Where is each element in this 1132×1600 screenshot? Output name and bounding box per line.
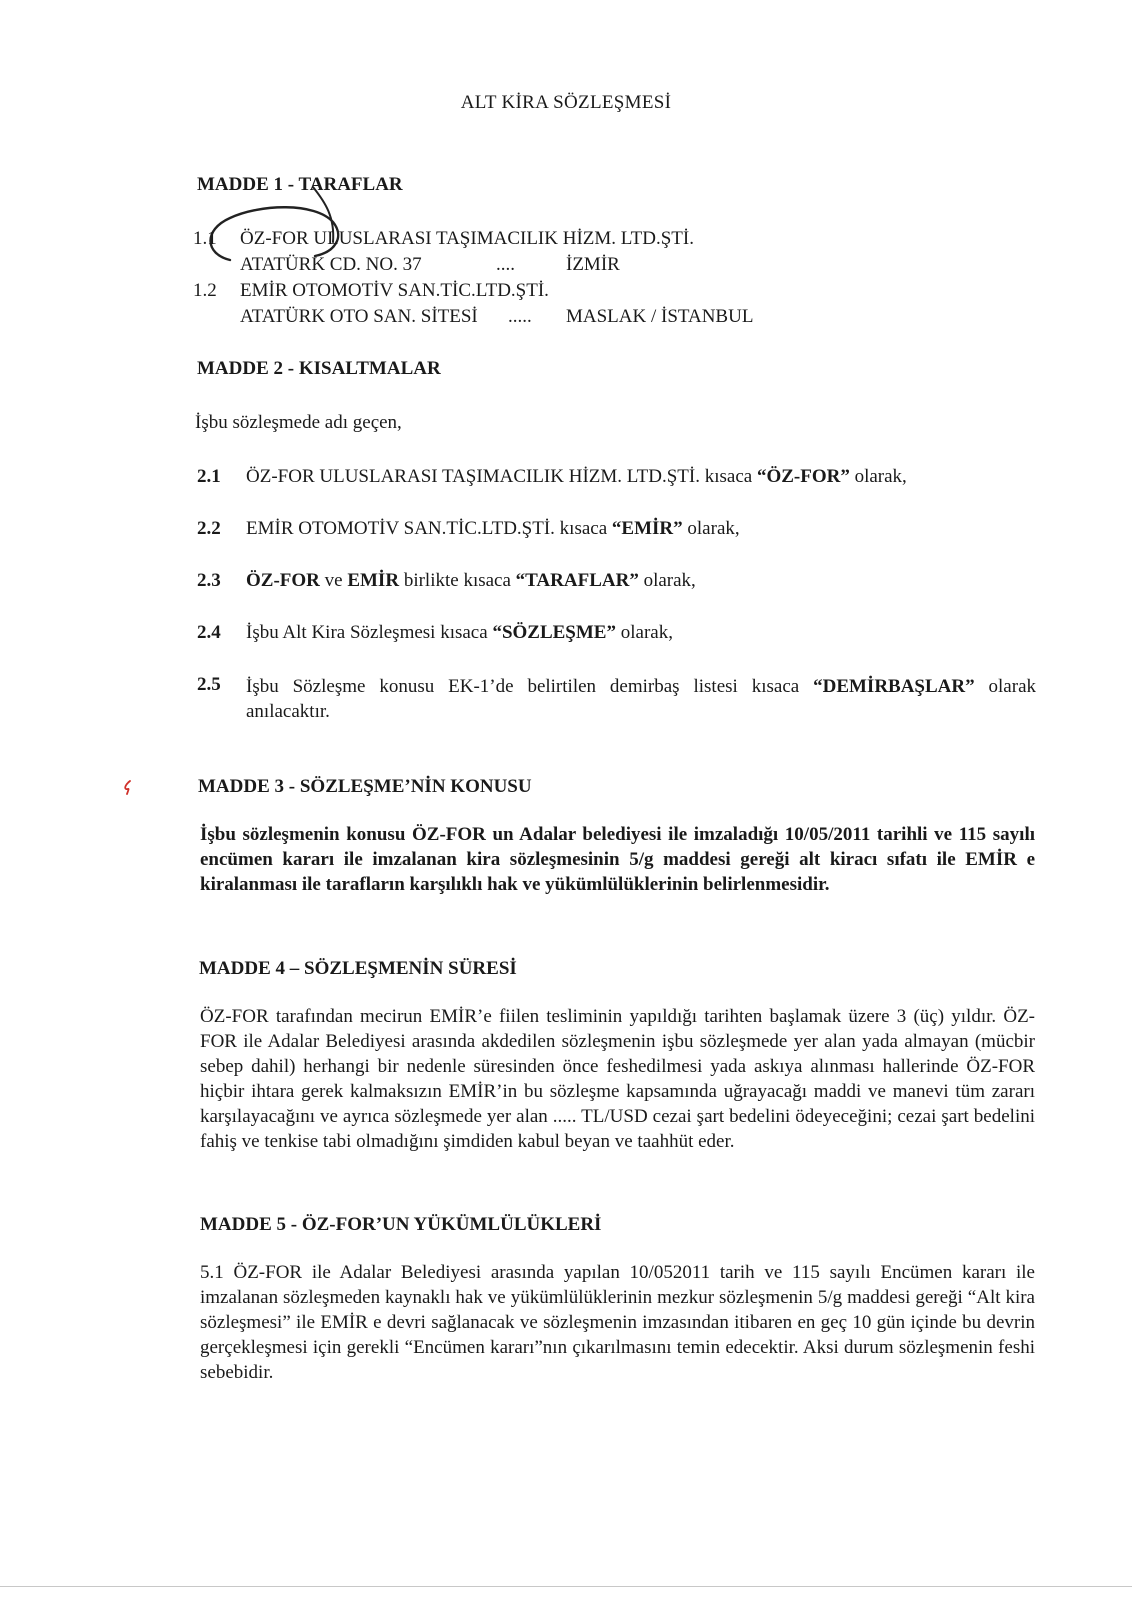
item-2-2-num: 2.2 — [197, 518, 221, 539]
document-title: ALT KİRA SÖZLEŞMESİ — [460, 92, 672, 113]
scan-edge — [0, 1586, 1132, 1587]
party-2-num: 1.2 — [193, 280, 217, 301]
madde-2-heading: MADDE 2 - KISALTMALAR — [197, 358, 441, 379]
party-1-dots: .... — [496, 254, 515, 275]
item-2-3: ÖZ-FOR ve EMİR birlikte kısaca “TARAFLAR” olarak, — [246, 570, 696, 591]
party-2-city: MASLAK / İSTANBUL — [566, 306, 754, 327]
party-2-name: EMİR OTOMOTİV SAN.TİC.LTD.ŞTİ. — [240, 280, 549, 301]
madde-4-text: ÖZ-FOR tarafından mecirun EMİR’e fiilen tesliminin yapıldığı tarihten başlamak üzere 3 (üç) yıldır. ÖZ-FOR ile Adalar Belediyesi arasında akdedilen sözleşmenin işbu sözleşmede yer alan yada almayan (mücbir sebep dahil) herhangi bir nedenle süresinden önce feshedilmesi yada askıya alınması hallerinde ÖZ-FOR hiçbir ihtara gerek kalmaksızın EMİR’in bu sözleşme kapsamında uğrayacağı maddi ve manevi tüm zararı karşılayacağını ve ayrıca sözleşmede yer alan ..... TL/USD cezai şart bedelini ödeyeceğini; cezai şart bedelini fahiş ve tenkise tabi olmadığını şimdiden kabul beyan ve taahhüt eder. — [200, 1006, 1035, 1152]
party-1-name: ÖZ-FOR ULUSLARASI TAŞIMACILIK HİZM. LTD.ŞTİ. — [240, 228, 694, 249]
item-2-4-num: 2.4 — [197, 622, 221, 643]
item-2-1-num: 2.1 — [197, 466, 221, 487]
party-2-address: ATATÜRK OTO SAN. SİTESİ — [240, 306, 478, 327]
margin-check-mark — [118, 778, 138, 798]
madde-5-heading: MADDE 5 - ÖZ-FOR’UN YÜKÜMLÜLÜKLERİ — [200, 1214, 602, 1235]
madde-3-heading: MADDE 3 - SÖZLEŞME’NİN KONUSU — [198, 776, 532, 797]
party-1-num: 1.1 — [193, 228, 217, 249]
item-2-1: ÖZ-FOR ULUSLARASI TAŞIMACILIK HİZM. LTD.ŞTİ. kısaca “ÖZ-FOR” olarak, — [246, 466, 907, 487]
madde-3-text: İşbu sözleşmenin konusu ÖZ-FOR un Adalar belediyesi ile imzaladığı 10/05/2011 tarihli ve 115 sayılı encümen kararı ile imzalanan kira sözleşmesinin 5/g maddesi gereği alt kiracı sıfatı ile EMİR e kiralanması ile tarafların karşılıklı hak ve yükümlülüklerinin belirlenmesidir. — [200, 824, 1035, 895]
party-1-city: İZMİR — [566, 254, 620, 275]
item-2-5-num: 2.5 — [197, 674, 221, 695]
item-2-4: İşbu Alt Kira Sözleşmesi kısaca “SÖZLEŞME” olarak, — [246, 622, 673, 643]
party-1-address: ATATÜRK CD. NO. 37 — [240, 254, 422, 275]
madde-2-intro: İşbu sözleşmede adı geçen, — [195, 412, 402, 433]
item-2-3-num: 2.3 — [197, 570, 221, 591]
item-2-5: İşbu Sözleşme konusu EK-1’de belirtilen demirbaş listesi kısaca “DEMİRBAŞLAR” olarak anılacaktır. — [246, 676, 1036, 722]
party-2-dots: ..... — [508, 306, 532, 327]
madde-5-text: 5.1 ÖZ-FOR ile Adalar Belediyesi arasında yapılan 10/052011 tarih ve 115 sayılı Encümen kararı ile imzalanan sözleşmeden kaynaklı hak ve yükümlülüklerinin mezkur sözleşmenin 5/g maddesi gereği “Alt kira sözleşmesi” ile EMİR e devri sağlanacak ve sözleşmenin imzasından itibaren en geç 10 gün içinde bu devrin gerçekleşmesi için gerekli “Encümen kararı”nın çıkarılmasını temin edecektir. Aksi durum sözleşmenin feshi sebebidir. — [200, 1262, 1035, 1383]
madde-1-heading: MADDE 1 - TARAFLAR — [197, 174, 403, 195]
item-2-2: EMİR OTOMOTİV SAN.TİC.LTD.ŞTİ. kısaca “EMİR” olarak, — [246, 518, 740, 539]
madde-4-heading: MADDE 4 – SÖZLEŞMENİN SÜRESİ — [199, 958, 517, 979]
